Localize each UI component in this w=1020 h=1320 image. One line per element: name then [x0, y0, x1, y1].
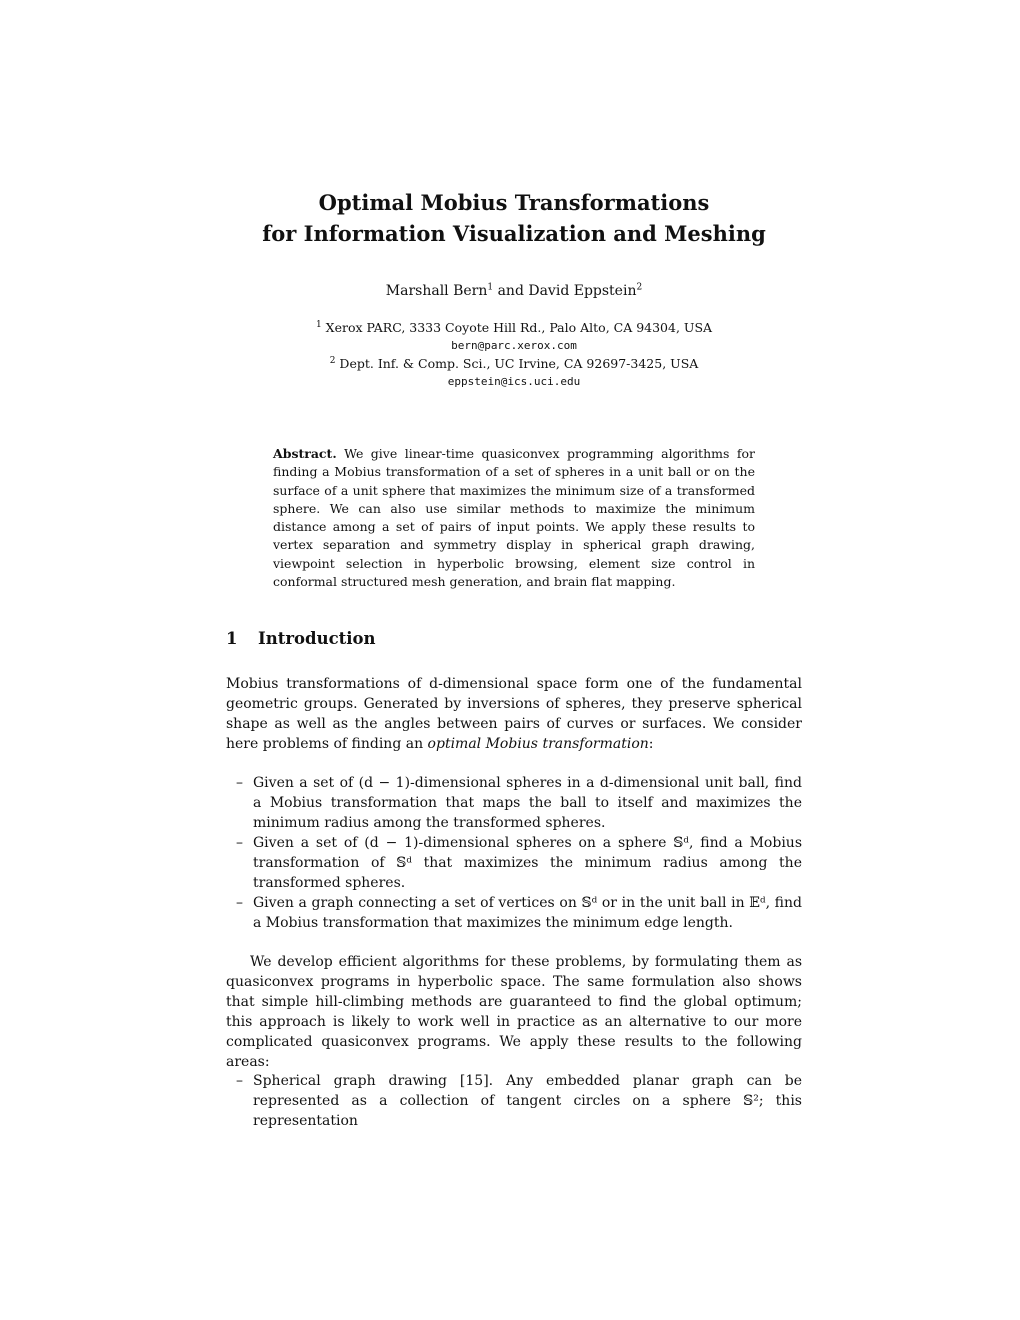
list-item: – Given a graph connecting a set of vertices on 𝕊ᵈ or in the unit ball in 𝔼ᵈ, find a Mobius transformation that maximizes the minimum edge length.	[236, 895, 802, 931]
author-2: David Eppstein	[528, 283, 637, 299]
email-2[interactable]: eppstein@ics.uci.edu	[447, 375, 581, 388]
affiliation-2: $^2$ Dept. Inf. & Comp. Sci., UC Irvine, CA 92697-3425, USA eppstein@ics.uci.edu	[226, 355, 802, 391]
intro-paragraph-1: Mobius transformations of d-dimensional space form one of the fundamental geometric groups. Generated by inversions of spheres, they preserve spherical shape as well as the angles between pairs of curves or surfaces. We consider here problems of finding an optimal Mobius transformation:	[226, 676, 802, 752]
title-line-1: Optimal Mobius Transformations	[318, 190, 710, 215]
abstract-label: Abstract.	[273, 446, 337, 461]
author-2-mark: 2	[636, 282, 643, 293]
email-1[interactable]: bern@parc.xerox.com	[451, 339, 577, 352]
list-item: – Given a set of (d − 1)-dimensional spheres on a sphere 𝕊ᵈ, find a Mobius transformation of 𝕊ᵈ that maximizes the minimum radius among the transformed spheres.	[236, 835, 802, 891]
list-item: – Given a set of (d − 1)-dimensional spheres in a d-dimensional unit ball, find a Mobius transformation that maps the ball to itself and maximizes the minimum radius among the transformed spheres.	[236, 775, 802, 831]
list-item: – Spherical graph drawing [15]. Any embedded planar graph can be represented as a collection of tangent circles on a sphere 𝕊²; this representation	[236, 1073, 802, 1129]
section-title: Introduction	[258, 629, 376, 648]
author-list	[226, 283, 802, 299]
application-list	[226, 1071, 802, 1131]
title-line-2: for Information Visualization and Meshing	[262, 221, 766, 246]
section-number: 1	[226, 629, 238, 648]
emphasis-term: optimal Mobius transformation	[427, 736, 649, 752]
section-heading	[226, 629, 376, 648]
author-1-mark: 1	[487, 282, 494, 293]
abstract-text: We give linear-time quasiconvex programming algorithms for finding a Mobius transformation of a set of spheres in a unit ball or on the surface of a unit sphere that maximizes the minimum size of a transformed sphere. We can also use similar methods to maximize the minimum distance among a set of pairs of input points. We apply these results to vertex separation and symmetry display in spherical graph drawing, viewpoint selection in hyperbolic browsing, element size control in conformal structured mesh generation, and brain flat mapping.	[273, 446, 755, 590]
intro-paragraph-2: We develop efficient algorithms for these problems, by formulating them as quasiconvex programs in hyperbolic space. The same formulation also shows that simple hill-climbing methods are guaranteed to find the global optimum; this approach is likely to work well in practice as an alternative to our more complicated quasiconvex programs. We apply these results to the following areas:	[226, 954, 802, 1070]
affiliation-1: $^1$ Xerox PARC, 3333 Coyote Hill Rd., Palo Alto, CA 94304, USA bern@parc.xerox.com	[226, 319, 802, 355]
problem-list	[226, 773, 802, 933]
abstract	[273, 445, 755, 591]
paper-title	[226, 187, 802, 249]
author-1: Marshall Bern	[385, 283, 488, 299]
author-joiner: and	[493, 283, 529, 299]
